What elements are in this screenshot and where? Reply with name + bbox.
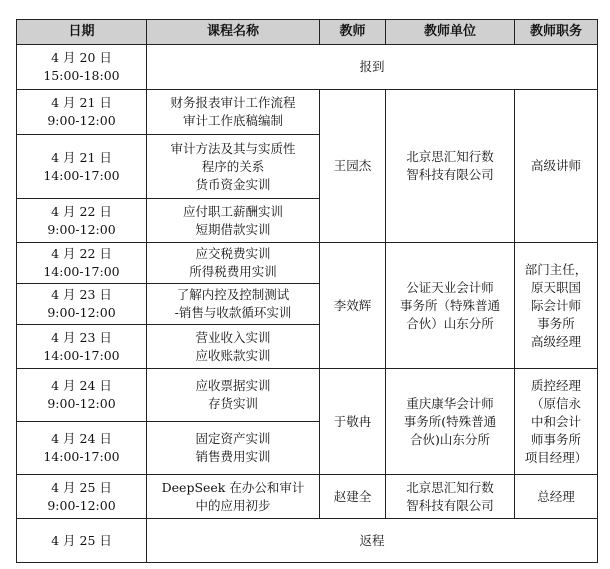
header-teacher: 教师 (320, 20, 386, 45)
teacher-cell: 王园杰 (320, 90, 386, 243)
course-cell: 财务报表审计工作流程 审计工作底稿编制 (147, 90, 320, 135)
position-cell: 部门主任， 原天职国 际会计师 事务所 高级经理 (515, 243, 598, 369)
unit-cell: 北京思汇知行数 智科技有限公司 (386, 475, 515, 519)
checkin-cell: 报到 (147, 45, 598, 90)
course-cell: 固定资产实训 销售费用实训 (147, 422, 320, 475)
table-row (17, 90, 598, 135)
date-cell: 4 月 21 日 9:00-12:00 (17, 90, 147, 135)
unit-cell: 北京思汇知行数 智科技有限公司 (386, 90, 515, 243)
date-cell: 4 月 20 日 15:00-18:00 (17, 45, 147, 90)
date-cell: 4 月 25 日 (17, 519, 147, 563)
unit-cell: 公证天业会计师 事务所（特殊普通 合伙）山东分所 (386, 243, 515, 369)
date-cell: 4 月 23 日 9:00-12:00 (17, 284, 147, 325)
header-title: 教师职务 (515, 20, 598, 45)
header-unit: 教师单位 (386, 20, 515, 45)
table-row (17, 243, 598, 284)
schedule-table (16, 19, 598, 563)
course-cell: 了解内控及控制测试 -销售与收款循环实训 (147, 284, 320, 325)
position-cell: 高级讲师 (515, 90, 598, 243)
return-cell: 返程 (147, 519, 598, 563)
course-cell: DeepSeek 在办公和审计 中的应用初步 (147, 475, 320, 519)
header-date: 日期 (17, 20, 147, 45)
course-cell: 审计方法及其与实质性 程序的关系 货币资金实训 (147, 135, 320, 199)
date-cell: 4 月 22 日 9:00-12:00 (17, 199, 147, 243)
teacher-cell: 赵建全 (320, 475, 386, 519)
position-cell: 质控经理 （原信永 中和会计 师事务所 项目经理） (515, 369, 598, 475)
date-cell: 4 月 23 日 14:00-17:00 (17, 325, 147, 369)
course-cell: 应付职工薪酬实训 短期借款实训 (147, 199, 320, 243)
position-cell: 总经理 (515, 475, 598, 519)
course-cell: 应收票据实训 存货实训 (147, 369, 320, 422)
date-cell: 4 月 21 日 14:00-17:00 (17, 135, 147, 199)
unit-cell: 重庆康华会计师 事务所(特殊普通 合伙)山东分所 (386, 369, 515, 475)
table-row (17, 45, 598, 90)
course-cell: 应交税费实训 所得税费用实训 (147, 243, 320, 284)
date-cell: 4 月 25 日 9:00-12:00 (17, 475, 147, 519)
table-row (17, 369, 598, 422)
date-cell: 4 月 24 日 9:00-12:00 (17, 369, 147, 422)
header-row (17, 20, 598, 45)
teacher-cell: 于敬冉 (320, 369, 386, 475)
date-cell: 4 月 24 日 14:00-17:00 (17, 422, 147, 475)
header-course: 课程名称 (147, 20, 320, 45)
date-cell: 4 月 22 日 14:00-17:00 (17, 243, 147, 284)
teacher-cell: 李效辉 (320, 243, 386, 369)
table-row (17, 475, 598, 519)
table-row (17, 519, 598, 563)
course-cell: 营业收入实训 应收账款实训 (147, 325, 320, 369)
